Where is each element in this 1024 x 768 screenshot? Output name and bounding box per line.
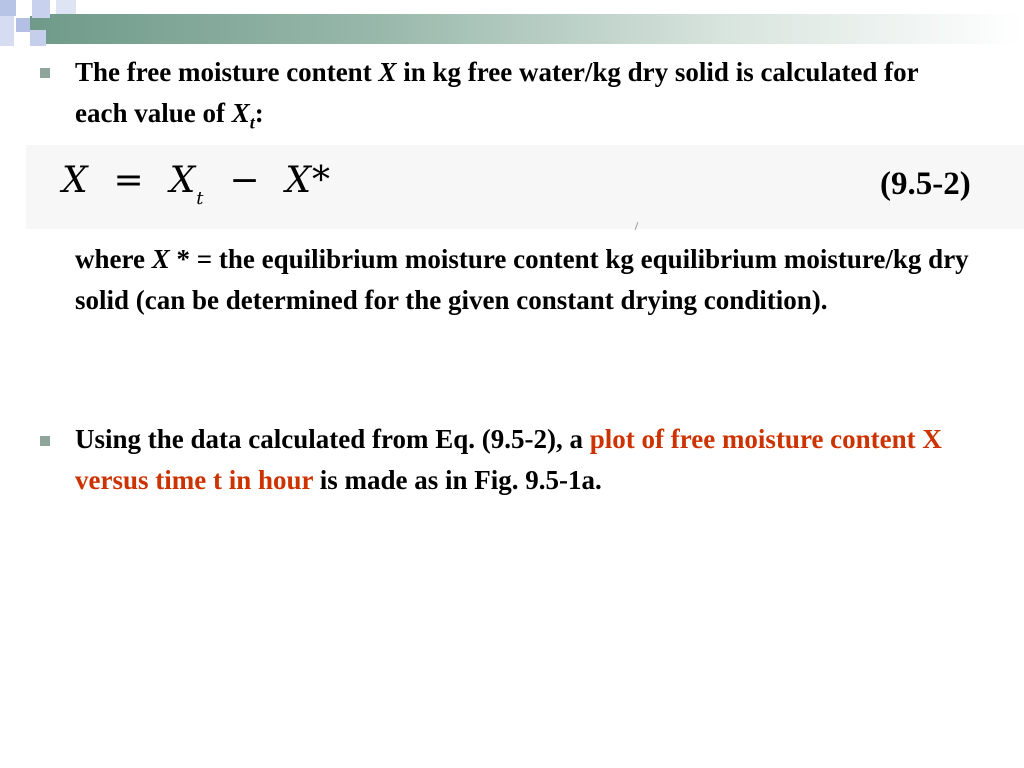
bullet-square-icon [40,436,50,446]
text-segment: is made as in Fig. 9.5-1a. [313,465,602,495]
bullet-text-free-moisture [75,52,975,143]
where-paragraph [75,239,980,321]
text-segment: : [254,98,264,128]
subscript-t: t [249,112,255,133]
eq-lhs: X [62,160,89,201]
text-segment: in kg free water/kg dry solid is calculated for each value of [75,57,919,128]
variable-x-star: X [151,244,170,274]
variable-x: X [378,57,397,87]
text-segment: The free moisture content [75,57,379,87]
text-segment: * = the equilibrium moisture content kg equilibrium moisture/kg dry solid (can be determined for the given constant drying condition). [75,244,969,315]
text-segment: Using the data calculated from Eq. (9.5-2), a [75,424,590,454]
variable-xt: X [231,98,250,128]
highlighted-text: plot of free moisture content X versus time t in hour [75,424,942,495]
header-decoration-bar [30,14,1024,44]
eq-equals: = [113,160,145,201]
eq-subscript-t: t [196,188,205,209]
eq-term-xt: X [169,160,197,201]
eq-minus: − [229,160,261,201]
bullet-square-icon [40,68,50,78]
bullet-text-plot [75,419,993,501]
equation-expression [62,160,331,209]
eq-term-xstar: X* [285,160,332,201]
equation-number: (9.5-2) [880,166,971,202]
text-segment: where [75,244,152,274]
